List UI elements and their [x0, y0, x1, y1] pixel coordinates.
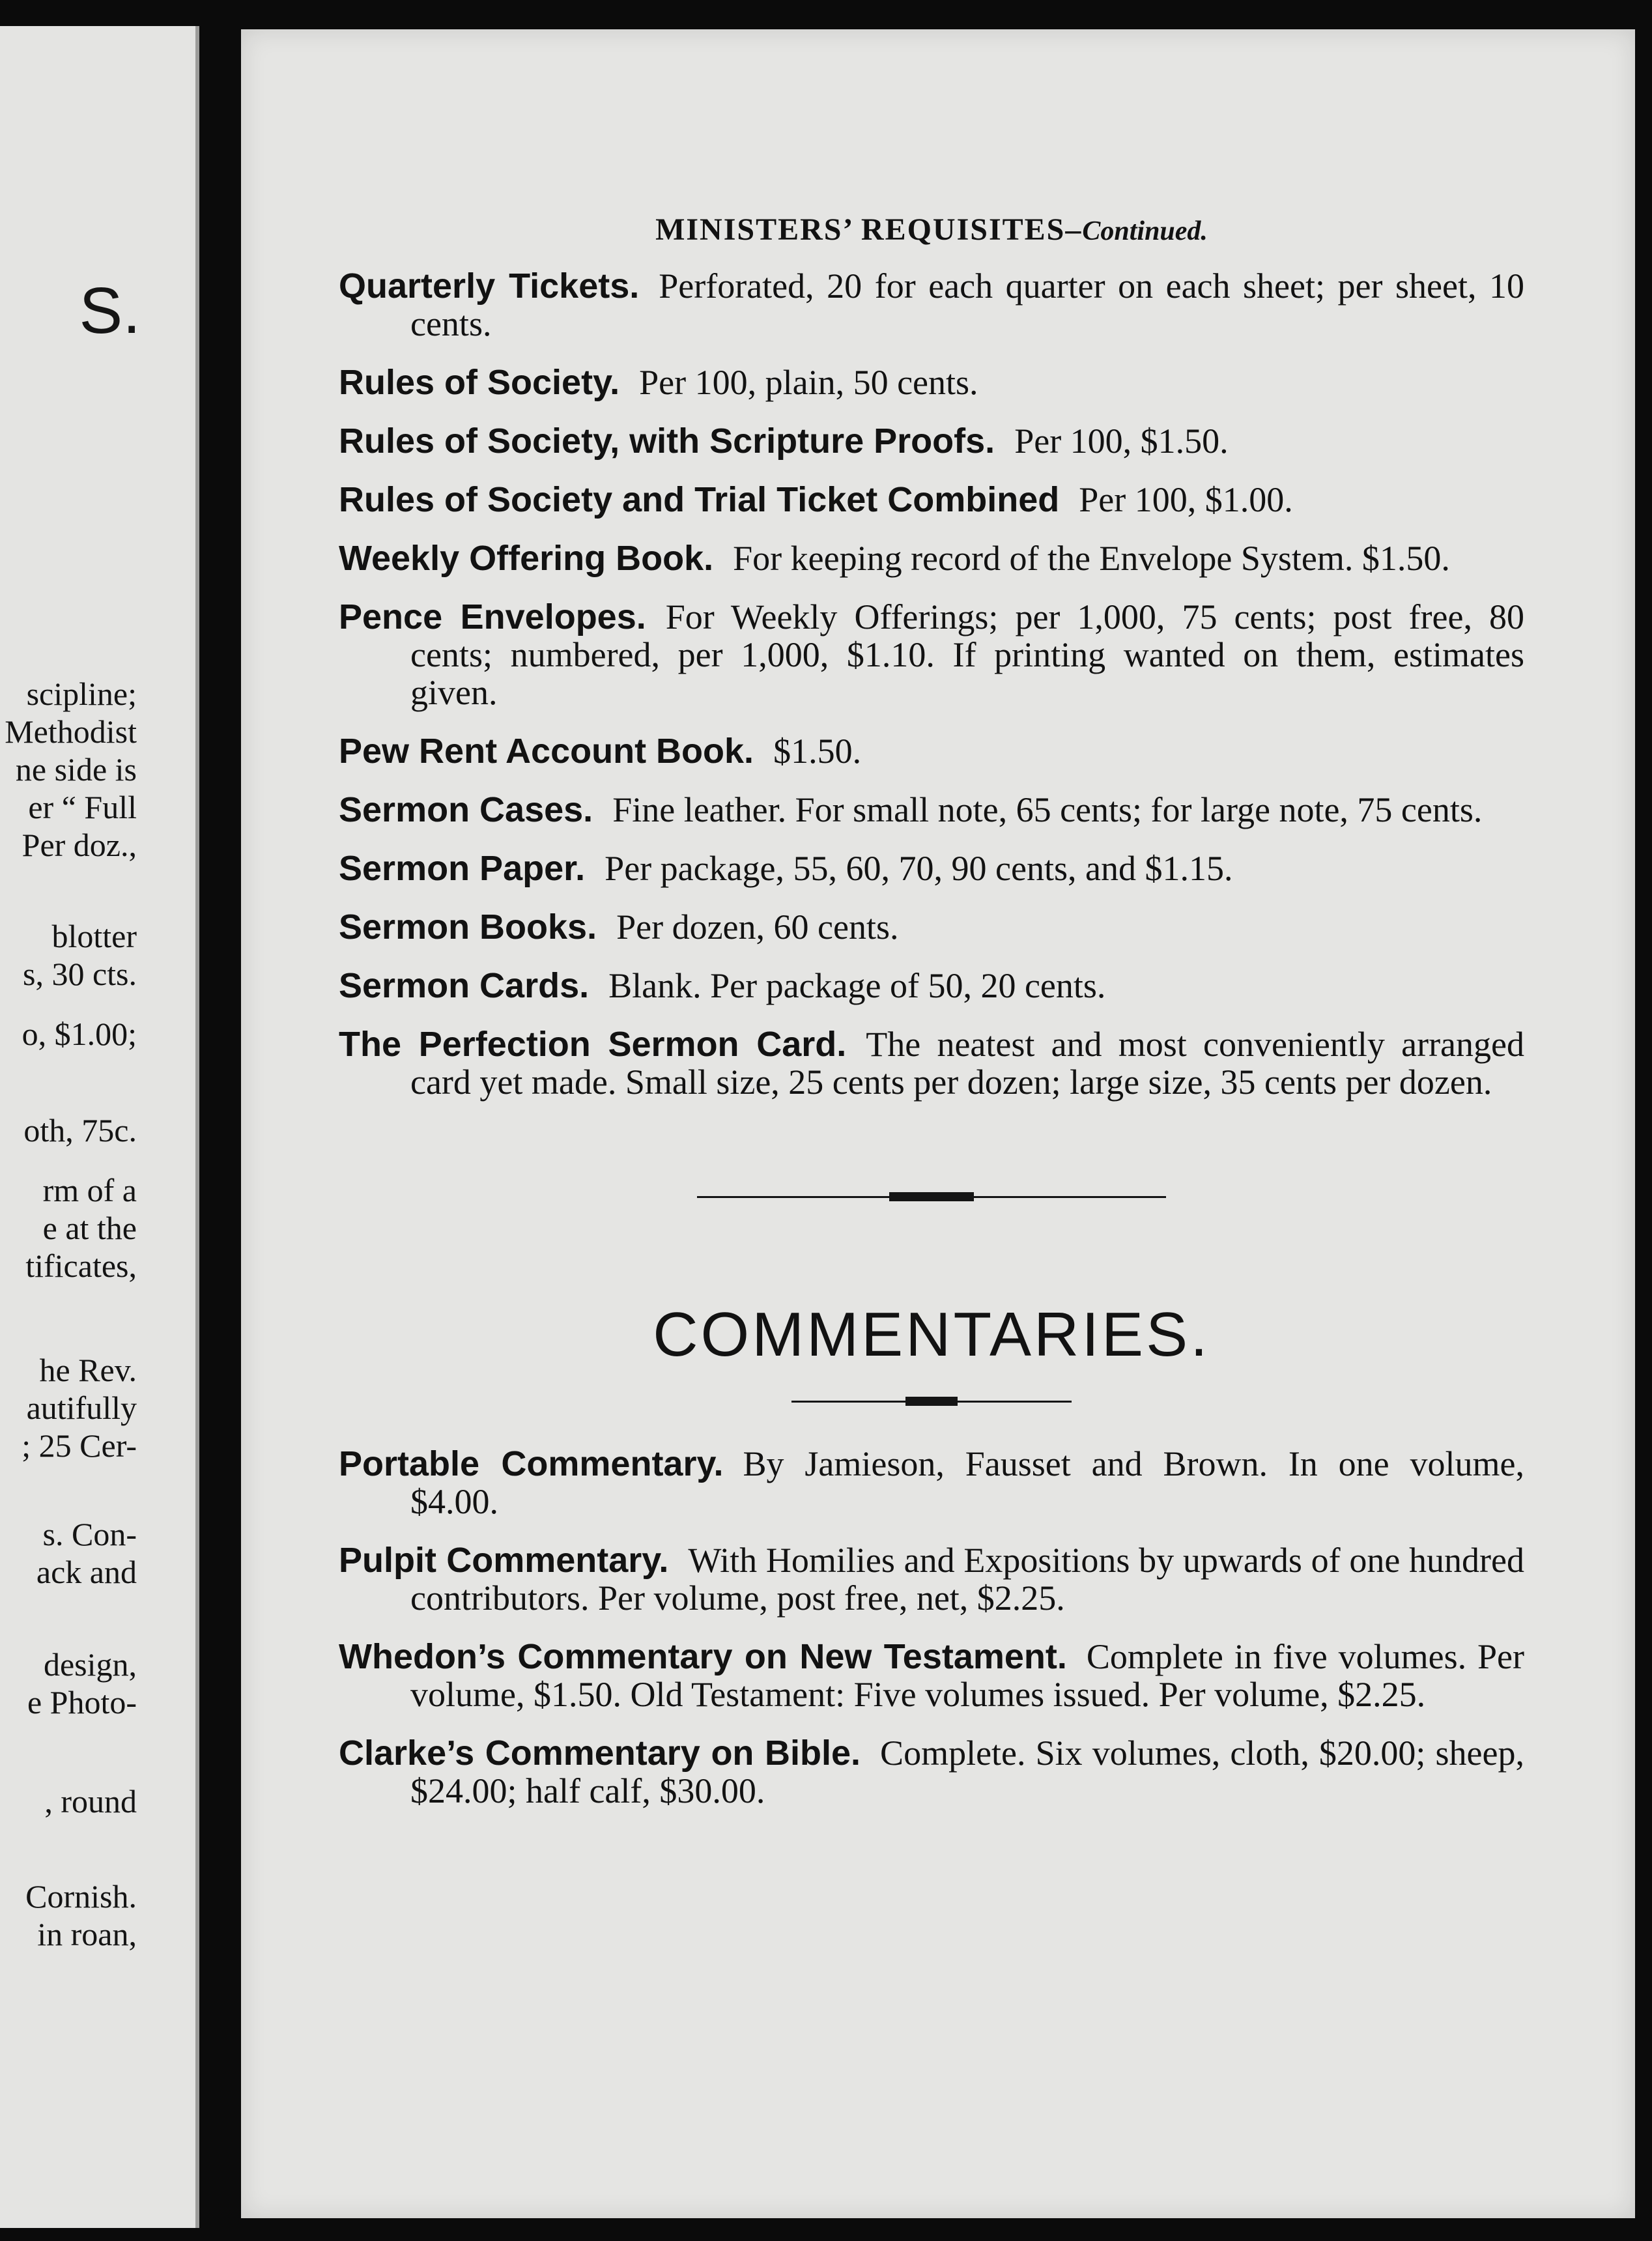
left-page-line: Per doz.,: [21, 827, 137, 863]
item-description: The neatest and most conveniently arranged card yet made. Small size, 25 cents per dozen; large size, 35 cents per dozen.: [410, 1025, 1524, 1102]
running-header: [339, 212, 1524, 248]
main-page: [241, 29, 1635, 2218]
item-name: Sermon Cases.: [339, 790, 593, 829]
list-item: [339, 1734, 1524, 1810]
list-item: [339, 732, 1524, 770]
item-description: Per dozen, 60 cents.: [616, 907, 899, 947]
left-page-line: scipline;: [26, 676, 137, 712]
item-name: Pulpit Commentary.: [339, 1541, 669, 1580]
item-description: Complete. Six volumes, cloth, $20.00; sheep, $24.00; half calf, $30.00.: [410, 1734, 1524, 1810]
left-page-line: oth, 75c.: [23, 1112, 137, 1149]
item-description: Fine leather. For small note, 65 cents; for large note, 75 cents.: [612, 790, 1483, 829]
running-header-dash: –: [1065, 212, 1083, 247]
item-name: Pew Rent Account Book.: [339, 732, 754, 771]
item-name: Rules of Society, with Scripture Proofs.: [339, 421, 995, 461]
left-page-line: rm of a: [42, 1172, 137, 1208]
left-page-line: Cornish.: [25, 1878, 137, 1915]
item-name: Sermon Books.: [339, 907, 597, 947]
item-name: Portable Commentary.: [339, 1444, 724, 1483]
left-page-line: blotter: [51, 918, 137, 954]
item-name: Pence Envelopes.: [339, 597, 646, 636]
item-name: Rules of Society.: [339, 363, 620, 402]
left-page-line: he Rev.: [39, 1352, 137, 1388]
list-item: [339, 1025, 1524, 1101]
divider-bar: [905, 1397, 958, 1406]
commentaries-list: [339, 1445, 1524, 1810]
item-description: For keeping record of the Envelope System. $1.50.: [733, 539, 1450, 578]
left-page-line: design,: [43, 1646, 137, 1683]
divider-bar: [889, 1192, 974, 1201]
left-page-line: ne side is: [15, 751, 137, 788]
left-page-fragment: [0, 26, 199, 2228]
item-description: By Jamieson, Fausset and Brown. In one volume, $4.00.: [410, 1444, 1524, 1521]
page-content: [339, 173, 1524, 1831]
divider-rule: [791, 1397, 1072, 1406]
left-page-line: e Photo-: [27, 1684, 137, 1720]
list-item: [339, 481, 1524, 519]
list-item: [339, 422, 1524, 460]
item-name: Weekly Offering Book.: [339, 539, 714, 578]
list-item: [339, 849, 1524, 887]
left-page-line: o, $1.00;: [21, 1016, 137, 1052]
list-item: [339, 598, 1524, 711]
list-item: [339, 1638, 1524, 1713]
item-description: Per 100, $1.50.: [1014, 421, 1229, 461]
item-name: Sermon Cards.: [339, 966, 590, 1005]
item-name: The Perfection Sermon Card.: [339, 1025, 847, 1064]
item-description: Blank. Per package of 50, 20 cents.: [608, 966, 1106, 1005]
item-name: Sermon Paper.: [339, 849, 586, 888]
divider-rule: [697, 1192, 1166, 1201]
item-name: Clarke’s Commentary on Bible.: [339, 1734, 861, 1773]
left-page-line: in roan,: [37, 1916, 137, 1952]
running-header-continued: Continued.: [1082, 216, 1208, 246]
item-description: Complete in five volumes. Per volume, $1.50. Old Testament: Five volumes issued. Per volume, $2.25.: [410, 1637, 1525, 1714]
item-description: $1.50.: [773, 732, 862, 771]
item-description: With Homilies and Expositions by upwards of one hundred contributors. Per volume, post free, net, $2.25.: [410, 1541, 1524, 1618]
item-name: Whedon’s Commentary on New Testament.: [339, 1637, 1067, 1676]
left-page-line: tificates,: [25, 1248, 137, 1284]
left-page-line: e at the: [42, 1210, 137, 1246]
left-page-line: autifully: [26, 1390, 137, 1426]
list-item: [339, 791, 1524, 829]
left-page-line: ; 25 Cer-: [21, 1427, 137, 1464]
item-description: Per 100, $1.00.: [1079, 480, 1293, 519]
left-page-line: ack and: [36, 1554, 137, 1590]
section-title: COMMENTARIES.: [653, 1300, 1210, 1369]
left-page-line: s, 30 cts.: [23, 956, 137, 992]
item-name: Rules of Society and Trial Ticket Combined: [339, 480, 1060, 519]
list-item: [339, 1541, 1524, 1617]
list-item: [339, 539, 1524, 577]
item-description: Per 100, plain, 50 cents.: [639, 363, 978, 402]
item-description: For Weekly Offerings; per 1,000, 75 cents; post free, 80 cents; numbered, per 1,000, $1.10. If printing wanted on them, estimates given.: [410, 597, 1524, 712]
left-page-line: s. Con-: [42, 1516, 137, 1552]
item-description: Perforated, 20 for each quarter on each sheet; per sheet, 10 cents.: [410, 266, 1524, 343]
item-name: Quarterly Tickets.: [339, 266, 640, 306]
requisites-list: [339, 267, 1524, 1101]
list-item: [339, 967, 1524, 1005]
left-page-heading-fragment: S.: [79, 274, 141, 347]
running-header-title: MINISTERS’ REQUISITES: [655, 212, 1066, 247]
left-page-line: Methodist: [5, 713, 137, 750]
list-item: [339, 364, 1524, 401]
item-description: Per package, 55, 60, 70, 90 cents, and $1.15.: [605, 849, 1233, 888]
left-page-line: er “ Full: [28, 789, 137, 825]
left-page-line: , round: [44, 1783, 137, 1820]
list-item: [339, 908, 1524, 946]
list-item: [339, 1445, 1524, 1520]
list-item: [339, 267, 1524, 343]
